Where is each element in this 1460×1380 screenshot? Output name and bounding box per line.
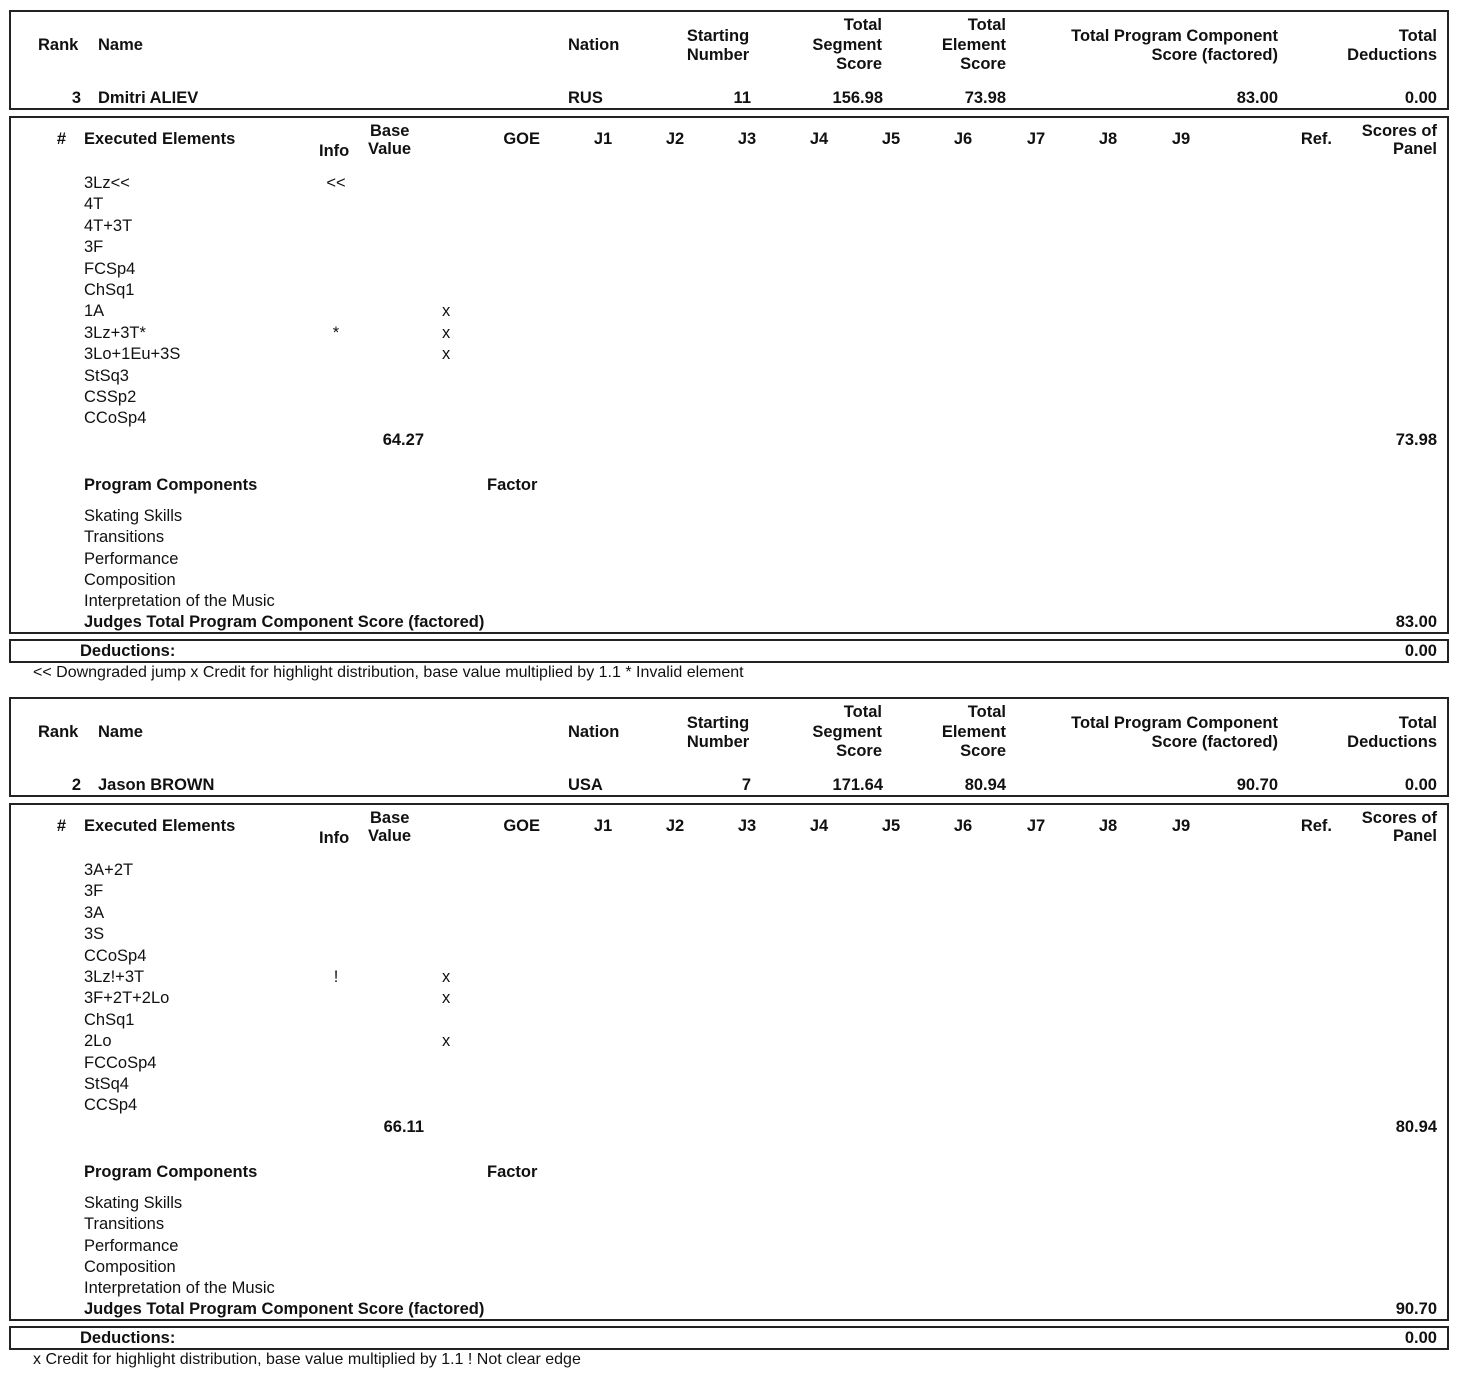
deductions-box bbox=[9, 639, 1449, 663]
skater-tes: 73.98 bbox=[964, 89, 1006, 107]
name-header: Name bbox=[98, 36, 143, 54]
elements-header: Executed Elements bbox=[84, 130, 236, 148]
judge-header-3: J3 bbox=[737, 817, 757, 835]
base-value-header-1: Base bbox=[370, 122, 410, 140]
skater-pcs: 83.00 bbox=[1236, 89, 1278, 107]
judges-total-label: Judges Total Program Component Score (factored) bbox=[84, 613, 485, 631]
base-value-header-2: Value bbox=[368, 140, 412, 158]
element-code: FCCoSp4 bbox=[84, 1053, 157, 1072]
judge-header-8: J8 bbox=[1098, 817, 1118, 835]
element-code: 3F bbox=[84, 882, 104, 901]
element-code: 3Lz<< bbox=[84, 174, 130, 192]
num-header: # bbox=[56, 130, 66, 148]
starting-number-header-2: Number bbox=[686, 46, 750, 64]
tss-header-3: Score bbox=[836, 742, 882, 760]
judge-header-2: J2 bbox=[665, 817, 685, 835]
deductions-label: Deductions: bbox=[80, 1329, 176, 1347]
element-code: CCoSp4 bbox=[84, 946, 147, 965]
starting-number-header-1: Starting bbox=[686, 27, 750, 45]
judge-header-6: J6 bbox=[953, 130, 973, 148]
tes-header-3: Score bbox=[960, 55, 1006, 73]
skater-tss: 156.98 bbox=[832, 89, 883, 107]
deductions-box bbox=[9, 1326, 1449, 1350]
skater-ded: 0.00 bbox=[1404, 776, 1437, 794]
element-code: 3Lo+1Eu+3S bbox=[84, 345, 181, 364]
element-code: CCSp4 bbox=[84, 1096, 138, 1115]
skater-rank: 2 bbox=[71, 776, 81, 794]
tes-header-1: Total bbox=[967, 16, 1006, 34]
element-code: ChSq1 bbox=[84, 281, 135, 299]
element-x-mark: x bbox=[442, 302, 451, 321]
skater-ded: 0.00 bbox=[1404, 89, 1437, 107]
factor-header: Factor bbox=[487, 1163, 538, 1181]
starting-number-header-1: Starting bbox=[686, 714, 750, 732]
element-x-mark: x bbox=[442, 989, 451, 1008]
tes-header-3: Score bbox=[960, 742, 1006, 760]
factor-header: Factor bbox=[487, 476, 538, 494]
judge-header-4: J4 bbox=[809, 817, 829, 835]
panel-header-2: Panel bbox=[1392, 827, 1437, 845]
element-x-mark: x bbox=[442, 345, 451, 364]
element-code: CSSp2 bbox=[84, 388, 137, 406]
element-code: 1A bbox=[84, 302, 105, 321]
ded-header-2: Deductions bbox=[1347, 733, 1437, 751]
element-code: 3A+2T bbox=[84, 861, 134, 879]
rank-header: Rank bbox=[38, 36, 79, 54]
element-code: 3A bbox=[84, 903, 105, 922]
skater-rank: 3 bbox=[71, 89, 81, 107]
skater-starting-number: 7 bbox=[741, 776, 751, 794]
tes-header-2: Element bbox=[941, 723, 1006, 741]
program-components-header: Program Components bbox=[84, 1163, 258, 1181]
element-code: 3Lz+3T* bbox=[84, 323, 146, 342]
panel-header-1: Scores of bbox=[1361, 122, 1437, 140]
judge-header-2: J2 bbox=[665, 130, 685, 148]
skater-section bbox=[0, 687, 1460, 1374]
skater-tes: 80.94 bbox=[964, 776, 1006, 794]
tes-header-2: Element bbox=[941, 36, 1006, 54]
elements-box bbox=[9, 803, 1449, 1321]
skater-nation: USA bbox=[568, 776, 603, 794]
element-info: ! bbox=[333, 968, 339, 986]
tss-header-2: Segment bbox=[812, 36, 882, 54]
base-value-total: 64.27 bbox=[382, 430, 424, 449]
tss-header-2: Segment bbox=[812, 723, 882, 741]
component-name: Composition bbox=[84, 570, 176, 589]
ref-header: Ref. bbox=[1300, 130, 1332, 148]
judge-header-7: J7 bbox=[1026, 817, 1046, 835]
skater-name: Dmitri ALIEV bbox=[98, 89, 199, 107]
name-header: Name bbox=[98, 723, 143, 741]
judge-header-1: J1 bbox=[593, 817, 613, 835]
ded-header-1: Total bbox=[1398, 27, 1437, 45]
element-code: ChSq1 bbox=[84, 1010, 135, 1029]
pcs-header-2: Score (factored) bbox=[1151, 46, 1278, 64]
component-name: Composition bbox=[84, 1257, 176, 1276]
element-info: << bbox=[326, 174, 346, 192]
element-info: * bbox=[332, 323, 340, 342]
nation-header: Nation bbox=[568, 723, 620, 741]
goe-header: GOE bbox=[503, 817, 540, 835]
judge-header-6: J6 bbox=[953, 817, 973, 835]
panel-header-1: Scores of bbox=[1361, 809, 1437, 827]
info-header: Info bbox=[319, 142, 350, 160]
element-x-mark: x bbox=[442, 1032, 451, 1051]
component-name: Skating Skills bbox=[84, 1194, 183, 1212]
judge-header-9: J9 bbox=[1171, 130, 1191, 148]
element-code: 2Lo bbox=[84, 1032, 112, 1051]
pcs-header-1: Total Program Component bbox=[1071, 27, 1278, 45]
skater-section bbox=[0, 0, 1460, 687]
element-code: FCSp4 bbox=[84, 259, 136, 278]
element-code: StSq3 bbox=[84, 366, 129, 385]
pcs-total: 90.70 bbox=[1395, 1300, 1437, 1318]
num-header: # bbox=[56, 817, 66, 835]
pcs-total: 83.00 bbox=[1395, 613, 1437, 631]
element-code: 3F+2T+2Lo bbox=[84, 989, 170, 1008]
tss-header-1: Total bbox=[843, 703, 882, 721]
judge-header-3: J3 bbox=[737, 130, 757, 148]
tes-header-1: Total bbox=[967, 703, 1006, 721]
deductions-value: 0.00 bbox=[1404, 642, 1437, 660]
pcs-header-1: Total Program Component bbox=[1071, 714, 1278, 732]
skater-starting-number: 11 bbox=[733, 89, 751, 107]
judges-total-label: Judges Total Program Component Score (factored) bbox=[84, 1300, 485, 1318]
panel-header-2: Panel bbox=[1392, 140, 1437, 158]
base-value-header-2: Value bbox=[368, 827, 412, 845]
base-value-header-1: Base bbox=[370, 809, 410, 827]
ded-header-2: Deductions bbox=[1347, 46, 1437, 64]
element-x-mark: x bbox=[442, 968, 451, 986]
judge-header-7: J7 bbox=[1026, 130, 1046, 148]
nation-header: Nation bbox=[568, 36, 620, 54]
skater-tss: 171.64 bbox=[832, 776, 883, 794]
component-name: Performance bbox=[84, 549, 179, 568]
legend-text: x Credit for highlight distribution, base value multiplied by 1.1 ! Not clear edge bbox=[33, 1351, 581, 1368]
ded-header-1: Total bbox=[1398, 714, 1437, 732]
deductions-label: Deductions: bbox=[80, 642, 176, 660]
tss-header-3: Score bbox=[836, 55, 882, 73]
element-code: StSq4 bbox=[84, 1075, 129, 1093]
judge-header-1: J1 bbox=[593, 130, 613, 148]
judge-header-9: J9 bbox=[1171, 817, 1191, 835]
judge-header-5: J5 bbox=[881, 130, 901, 148]
panel-total: 73.98 bbox=[1395, 430, 1437, 449]
elements-box bbox=[9, 116, 1449, 634]
base-value-total: 66.11 bbox=[383, 1117, 424, 1136]
legend-text: << Downgraded jump x Credit for highlight distribution, base value multiplied by 1.1 * Invalid element bbox=[33, 664, 744, 681]
deductions-value: 0.00 bbox=[1404, 1329, 1437, 1347]
element-code: 3Lz!+3T bbox=[84, 968, 145, 986]
element-code: 3S bbox=[84, 925, 105, 944]
panel-total: 80.94 bbox=[1395, 1117, 1437, 1136]
component-name: Transitions bbox=[84, 1215, 165, 1234]
component-name: Performance bbox=[84, 1236, 179, 1255]
judge-header-5: J5 bbox=[881, 817, 901, 835]
judge-header-8: J8 bbox=[1098, 130, 1118, 148]
rank-header: Rank bbox=[38, 723, 79, 741]
elements-header: Executed Elements bbox=[84, 817, 236, 835]
element-code: CCoSp4 bbox=[84, 409, 147, 428]
pcs-header-2: Score (factored) bbox=[1151, 733, 1278, 751]
component-name: Interpretation of the Music bbox=[84, 1279, 275, 1298]
skater-nation: RUS bbox=[568, 89, 603, 107]
starting-number-header-2: Number bbox=[686, 733, 750, 751]
component-name: Interpretation of the Music bbox=[84, 592, 275, 611]
component-name: Transitions bbox=[84, 528, 165, 547]
info-header: Info bbox=[319, 829, 350, 847]
goe-header: GOE bbox=[503, 130, 540, 148]
skater-pcs: 90.70 bbox=[1236, 776, 1278, 794]
element-code: 4T bbox=[84, 195, 104, 214]
tss-header-1: Total bbox=[843, 16, 882, 34]
element-code: 4T+3T bbox=[84, 216, 133, 235]
program-components-header: Program Components bbox=[84, 476, 258, 494]
skater-name: Jason BROWN bbox=[98, 776, 215, 794]
ref-header: Ref. bbox=[1300, 817, 1332, 835]
component-name: Skating Skills bbox=[84, 507, 183, 525]
judge-header-4: J4 bbox=[809, 130, 829, 148]
element-code: 3F bbox=[84, 238, 104, 257]
element-x-mark: x bbox=[442, 323, 451, 342]
